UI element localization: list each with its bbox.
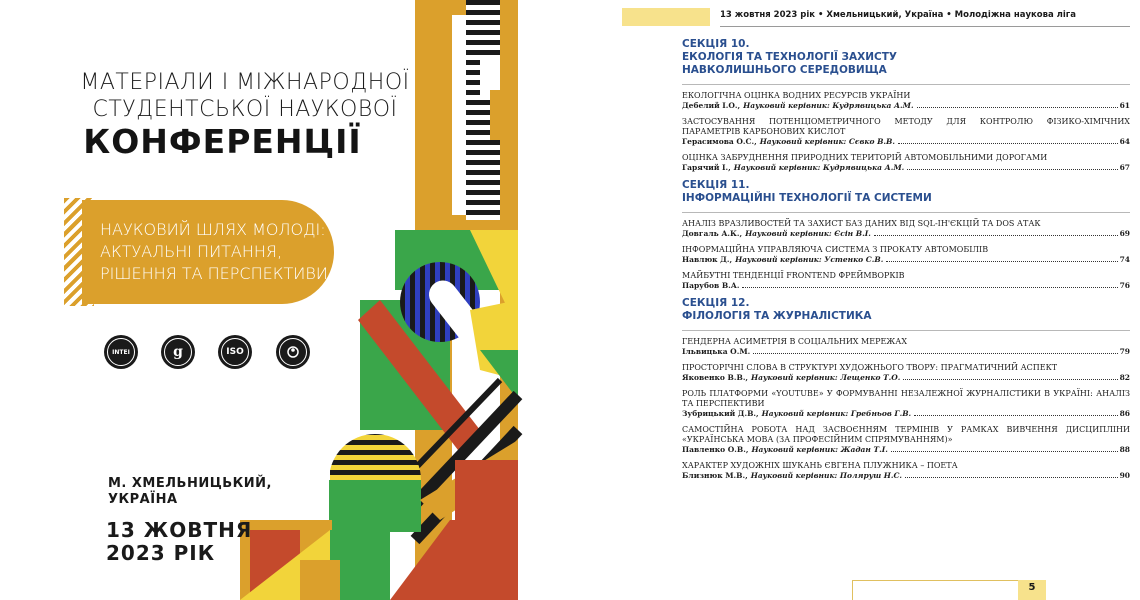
entry-supervisor: Науковий керівник: Устенко С.В. <box>735 255 884 264</box>
logo-label: INTEI <box>112 348 130 356</box>
toc-entry[interactable] <box>682 245 1130 265</box>
toc-entry[interactable] <box>682 271 1130 291</box>
toc-entry[interactable] <box>682 153 1130 173</box>
entry-authors: Гарячий І., <box>682 163 731 172</box>
section-title: НАВКОЛИШНЬОГО СЕРЕДОВИЩА <box>682 64 887 76</box>
entry-author-line <box>682 101 1130 111</box>
entry-supervisor: Науковий керівник: Жадан Т.І. <box>751 445 888 454</box>
toc-entry[interactable] <box>682 219 1130 239</box>
dot-leader <box>907 169 1117 170</box>
entry-supervisor: Науковий керівник: Єсін В.І. <box>745 229 871 238</box>
entry-page-number: 64 <box>1119 137 1130 146</box>
entry-page-number: 61 <box>1119 101 1130 110</box>
dot-leader <box>917 107 1118 108</box>
entry-page-number: 76 <box>1119 281 1130 290</box>
entry-title: ГЕНДЕРНА АСИМЕТРІЯ В СОЦІАЛЬНИХ МЕРЕЖАХ <box>682 337 908 346</box>
toc-entry[interactable] <box>682 117 1130 147</box>
entry-title: ЕКОЛОГІЧНА ОЦІНКА ВОДНИХ РЕСУРСІВ УКРАЇНИ <box>682 91 911 100</box>
header-accent-bar <box>622 8 710 26</box>
crest-logo-icon <box>276 335 310 369</box>
banner-line-2: АКТУАЛЬНІ ПИТАННЯ, <box>100 242 283 261</box>
entry-supervisor: Науковий керівник: Лещенко Т.О. <box>751 373 901 382</box>
footer-rule <box>852 580 1018 581</box>
entry-author-line <box>682 281 1130 291</box>
entry-page-number: 82 <box>1119 373 1130 382</box>
g-emblem-icon <box>161 335 195 369</box>
banner-line-3: РІШЕННЯ ТА ПЕРСПЕКТИВИ <box>100 264 328 283</box>
dot-leader <box>905 477 1118 478</box>
dot-leader <box>903 379 1117 380</box>
cover-title-line-2: СТУДЕНТСЬКОЇ НАУКОВОЇ <box>92 97 398 122</box>
section-title: ЕКОЛОГІЯ ТА ТЕХНОЛОГІЇ ЗАХИСТУ <box>682 51 897 63</box>
dot-leader <box>742 287 1117 288</box>
entry-author-line <box>682 255 1130 265</box>
entry-page-number: 79 <box>1119 347 1130 356</box>
entry-page-number: 67 <box>1119 163 1130 172</box>
entry-page-number: 69 <box>1119 229 1130 238</box>
logo-label: ISO <box>226 347 244 357</box>
entry-title: САМОСТІЙНА РОБОТА НАД ЗАСВОЄННЯМ ТЕРМІНІВ У РАМКАХ ВИВЧЕННЯ ДИСЦИПЛІНИ «УКРАЇНСЬКА МОВА (ЗА ПРОФЕСІЙНИМ СПРЯМУВАННЯМ)» <box>682 425 1130 444</box>
entry-authors: Яковенко В.В., <box>682 373 749 382</box>
entry-author-line <box>682 137 1130 147</box>
toc-entry[interactable] <box>682 425 1130 455</box>
entry-author-line <box>682 347 1130 357</box>
toc-entry[interactable] <box>682 337 1130 357</box>
entry-authors: Дебелий І.О., <box>682 101 741 110</box>
dot-leader <box>898 143 1118 144</box>
toc-entry[interactable] <box>682 363 1130 383</box>
date-line-1: 13 ЖОВТНЯ <box>106 518 253 542</box>
entry-title: РОЛЬ ПЛАТФОРМИ «YOUTUBE» У ФОРМУВАННІ НЕЗАЛЕЖНОЇ ЖУРНАЛІСТИКИ В УКРАЇНІ: АНАЛІЗ ТА ПЕРСПЕКТИВИ <box>682 389 1130 408</box>
section-number: СЕКЦІЯ 12. <box>682 297 750 309</box>
entry-authors: Навлюк Д., <box>682 255 733 264</box>
page-number: 5 <box>1028 582 1036 593</box>
entry-authors: Зубрицький Д.В., <box>682 409 759 418</box>
entry-title: ОЦІНКА ЗАБРУДНЕННЯ ПРИРОДНИХ ТЕРИТОРІЙ АВТОМОБІЛЬНИМИ ДОРОГАМИ <box>682 153 1048 162</box>
entry-title: ПРОСТОРІЧНІ СЛОВА В СТРУКТУРІ ХУДОЖНЬОГО ТВОРУ: ПРАГМАТИЧНИЙ АСПЕКТ <box>682 363 1058 372</box>
entry-supervisor: Науковий керівник: Кудрявицька А.М. <box>733 163 905 172</box>
section-rule <box>682 330 1130 331</box>
entry-author-line <box>682 445 1130 455</box>
dot-leader <box>914 415 1117 416</box>
toc-entry[interactable] <box>682 461 1130 481</box>
entry-authors: Павленко О.В., <box>682 445 749 454</box>
entry-authors: Ільвицька О.М. <box>682 347 751 356</box>
entry-supervisor: Науковий керівник: Поляруш Н.С. <box>750 471 903 480</box>
toc-entry[interactable] <box>682 389 1130 419</box>
section-rule <box>682 212 1130 213</box>
section-title: ФІЛОЛОГІЯ ТА ЖУРНАЛІСТИКА <box>682 310 872 322</box>
entry-page-number: 74 <box>1119 255 1130 264</box>
banner-line-1: НАУКОВИЙ ШЛЯХ МОЛОДІ: <box>100 220 326 239</box>
entry-authors: Парубов В.А. <box>682 281 740 290</box>
entry-authors: Герасимова О.С., <box>682 137 757 146</box>
footer-rule-vertical <box>852 580 853 600</box>
entry-authors: Довгаль А.К., <box>682 229 743 238</box>
dot-leader <box>886 261 1117 262</box>
entry-title: ІНФОРМАЦІЙНА УПРАВЛЯЮЧА СИСТЕМА З ПРОКАТУ АВТОМОБІЛІВ <box>682 245 989 254</box>
entry-author-line <box>682 229 1130 239</box>
entry-title: АНАЛІЗ ВРАЗЛИВОСТЕЙ ТА ЗАХИСТ БАЗ ДАНИХ ВІД SQL-ІН'ЄКЦІЙ ТА DOS АТАК <box>682 219 1041 228</box>
contents-page <box>570 0 1140 600</box>
entry-title: ХАРАКТЕР ХУДОЖНІХ ШУКАНЬ ЄВГЕНА ПЛУЖНИКА – ПОЕТА <box>682 461 958 470</box>
cover-title-line-1: МАТЕРІАЛИ І МІЖНАРОДНОЇ <box>80 70 410 95</box>
date-line-2: 2023 РІК <box>106 541 216 565</box>
entry-page-number: 90 <box>1119 471 1130 480</box>
entry-author-line <box>682 163 1130 173</box>
entry-authors: Близнюк М.В., <box>682 471 748 480</box>
entry-author-line <box>682 471 1130 481</box>
city-line-2: УКРАЇНА <box>108 492 178 507</box>
entry-author-line <box>682 409 1130 419</box>
entry-supervisor: Науковий керівник: Кудрявицька А.М. <box>743 101 914 110</box>
logo-label: g <box>173 344 183 360</box>
entry-supervisor: Науковий керівник: Сєвко В.В. <box>759 137 895 146</box>
toc-entry[interactable] <box>682 91 1130 111</box>
header-rule <box>720 26 1130 27</box>
intei-logo-icon <box>104 335 138 369</box>
cover-title-main: КОНФЕРЕНЦІЇ <box>83 122 362 161</box>
entry-title: МАЙБУТНІ ТЕНДЕНЦІЇ FRONTEND ФРЕЙМВОРКІВ <box>682 271 905 280</box>
entry-page-number: 88 <box>1119 445 1130 454</box>
entry-author-line <box>682 373 1130 383</box>
city-line-1: М. ХМЕЛЬНИЦЬКИЙ, <box>108 476 272 491</box>
iso-logo-icon <box>218 335 252 369</box>
entry-supervisor: Науковий керівник: Гребньов Г.В. <box>761 409 912 418</box>
table-of-contents <box>682 32 1130 487</box>
section-number: СЕКЦІЯ 10. <box>682 38 750 50</box>
dot-leader <box>874 235 1118 236</box>
running-header: 13 жовтня 2023 рік • Хмельницький, Україна • Молодіжна наукова ліга <box>720 10 1076 20</box>
dot-leader <box>891 451 1118 452</box>
entry-title: ЗАСТОСУВАННЯ ПОТЕНЦІОМЕТРИЧНОГО МЕТОДУ ДЛЯ КОНТРОЛЮ ФІЗИКО-ХІМІЧНИХ ПАРАМЕТРІВ КАРБОНОВИХ КИСЛОТ <box>682 117 1130 136</box>
entry-page-number: 86 <box>1119 409 1130 418</box>
section-rule <box>682 84 1130 85</box>
section-title: ІНФОРМАЦІЙНІ ТЕХНОЛОГІЇ ТА СИСТЕМИ <box>682 192 932 204</box>
section-number: СЕКЦІЯ 11. <box>682 179 750 191</box>
dot-leader <box>753 353 1117 354</box>
